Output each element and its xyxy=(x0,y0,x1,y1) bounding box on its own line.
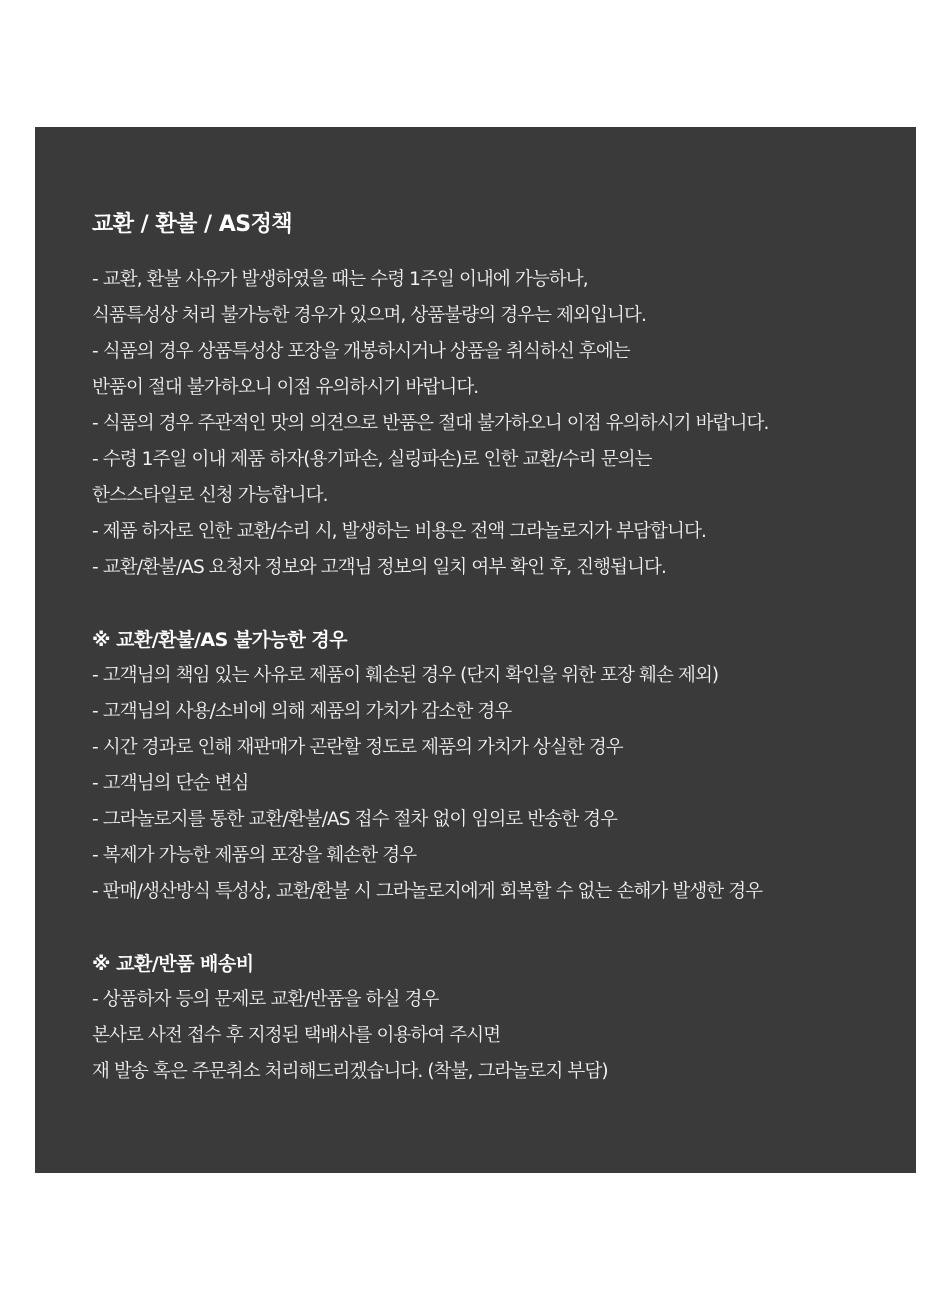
section-spacer xyxy=(92,586,892,622)
not-allowed-line: - 고객님의 단순 변심 xyxy=(92,773,249,794)
general-policy-line: - 제품 하자로 인한 교환/수리 시, 발생하는 비용은 전액 그라놀로지가 부담합니다. xyxy=(92,521,706,542)
shipping-fee-line: 본사로 사전 접수 후 지정된 택배사를 이용하여 주시면 xyxy=(92,1025,501,1046)
not-allowed-line: - 고객님의 사용/소비에 의해 제품의 가치가 감소한 경우 xyxy=(92,701,512,722)
general-policy-line: - 식품의 경우 상품특성상 포장을 개봉하시거나 상품을 취식하신 후에는 xyxy=(92,341,630,362)
general-policy-line: - 식품의 경우 주관적인 맛의 의견으로 반품은 절대 불가하오니 이점 유의하시기 바랍니다. xyxy=(92,413,769,434)
general-policy-list xyxy=(92,262,892,586)
not-allowed-line: - 고객님의 책임 있는 사유로 제품이 훼손된 경우 (단지 확인을 위한 포장 훼손 제외) xyxy=(92,665,719,686)
policy-content xyxy=(92,209,892,1090)
not-allowed-line: - 시간 경과로 인해 재판매가 곤란할 정도로 제품의 가치가 상실한 경우 xyxy=(92,737,623,758)
general-policy-line: - 교환, 환불 사유가 발생하였을 때는 수령 1주일 이내에 가능하나, xyxy=(92,269,588,290)
not-allowed-line: - 판매/생산방식 특성상, 교환/환불 시 그라놀로지에게 회복할 수 없는 손해가 발생한 경우 xyxy=(92,881,763,902)
shipping-fee-title: ※ 교환/반품 배송비 xyxy=(92,953,254,975)
general-policy-line: 한스스타일로 신청 가능합니다. xyxy=(92,485,328,506)
shipping-fee-line: 재 발송 혹은 주문취소 처리해드리겠습니다. (착불, 그라놀로지 부담) xyxy=(92,1061,608,1082)
general-policy-line: 반품이 절대 불가하오니 이점 유의하시기 바랍니다. xyxy=(92,377,479,398)
general-policy-line: - 교환/환불/AS 요청자 정보와 고객님 정보의 일치 여부 확인 후, 진행됩니다. xyxy=(92,557,666,578)
general-policy-line: - 수령 1주일 이내 제품 하자(용기파손, 실링파손)로 인한 교환/수리 문의는 xyxy=(92,449,652,470)
policy-panel xyxy=(35,127,916,1173)
not-allowed-title: ※ 교환/환불/AS 불가능한 경우 xyxy=(92,629,348,651)
section-spacer xyxy=(92,910,892,946)
general-policy-line: 식품특성상 처리 불가능한 경우가 있으며, 상품불량의 경우는 제외입니다. xyxy=(92,305,646,326)
not-allowed-line: - 그라놀로지를 통한 교환/환불/AS 접수 절차 없이 임의로 반송한 경우 xyxy=(92,809,618,830)
shipping-fee-line: - 상품하자 등의 문제로 교환/반품을 하실 경우 xyxy=(92,989,439,1010)
policy-title: 교환 / 환불 / AS정책 xyxy=(92,212,293,237)
not-allowed-list xyxy=(92,658,892,910)
not-allowed-line: - 복제가 가능한 제품의 포장을 훼손한 경우 xyxy=(92,845,417,866)
shipping-fee-list xyxy=(92,982,892,1090)
